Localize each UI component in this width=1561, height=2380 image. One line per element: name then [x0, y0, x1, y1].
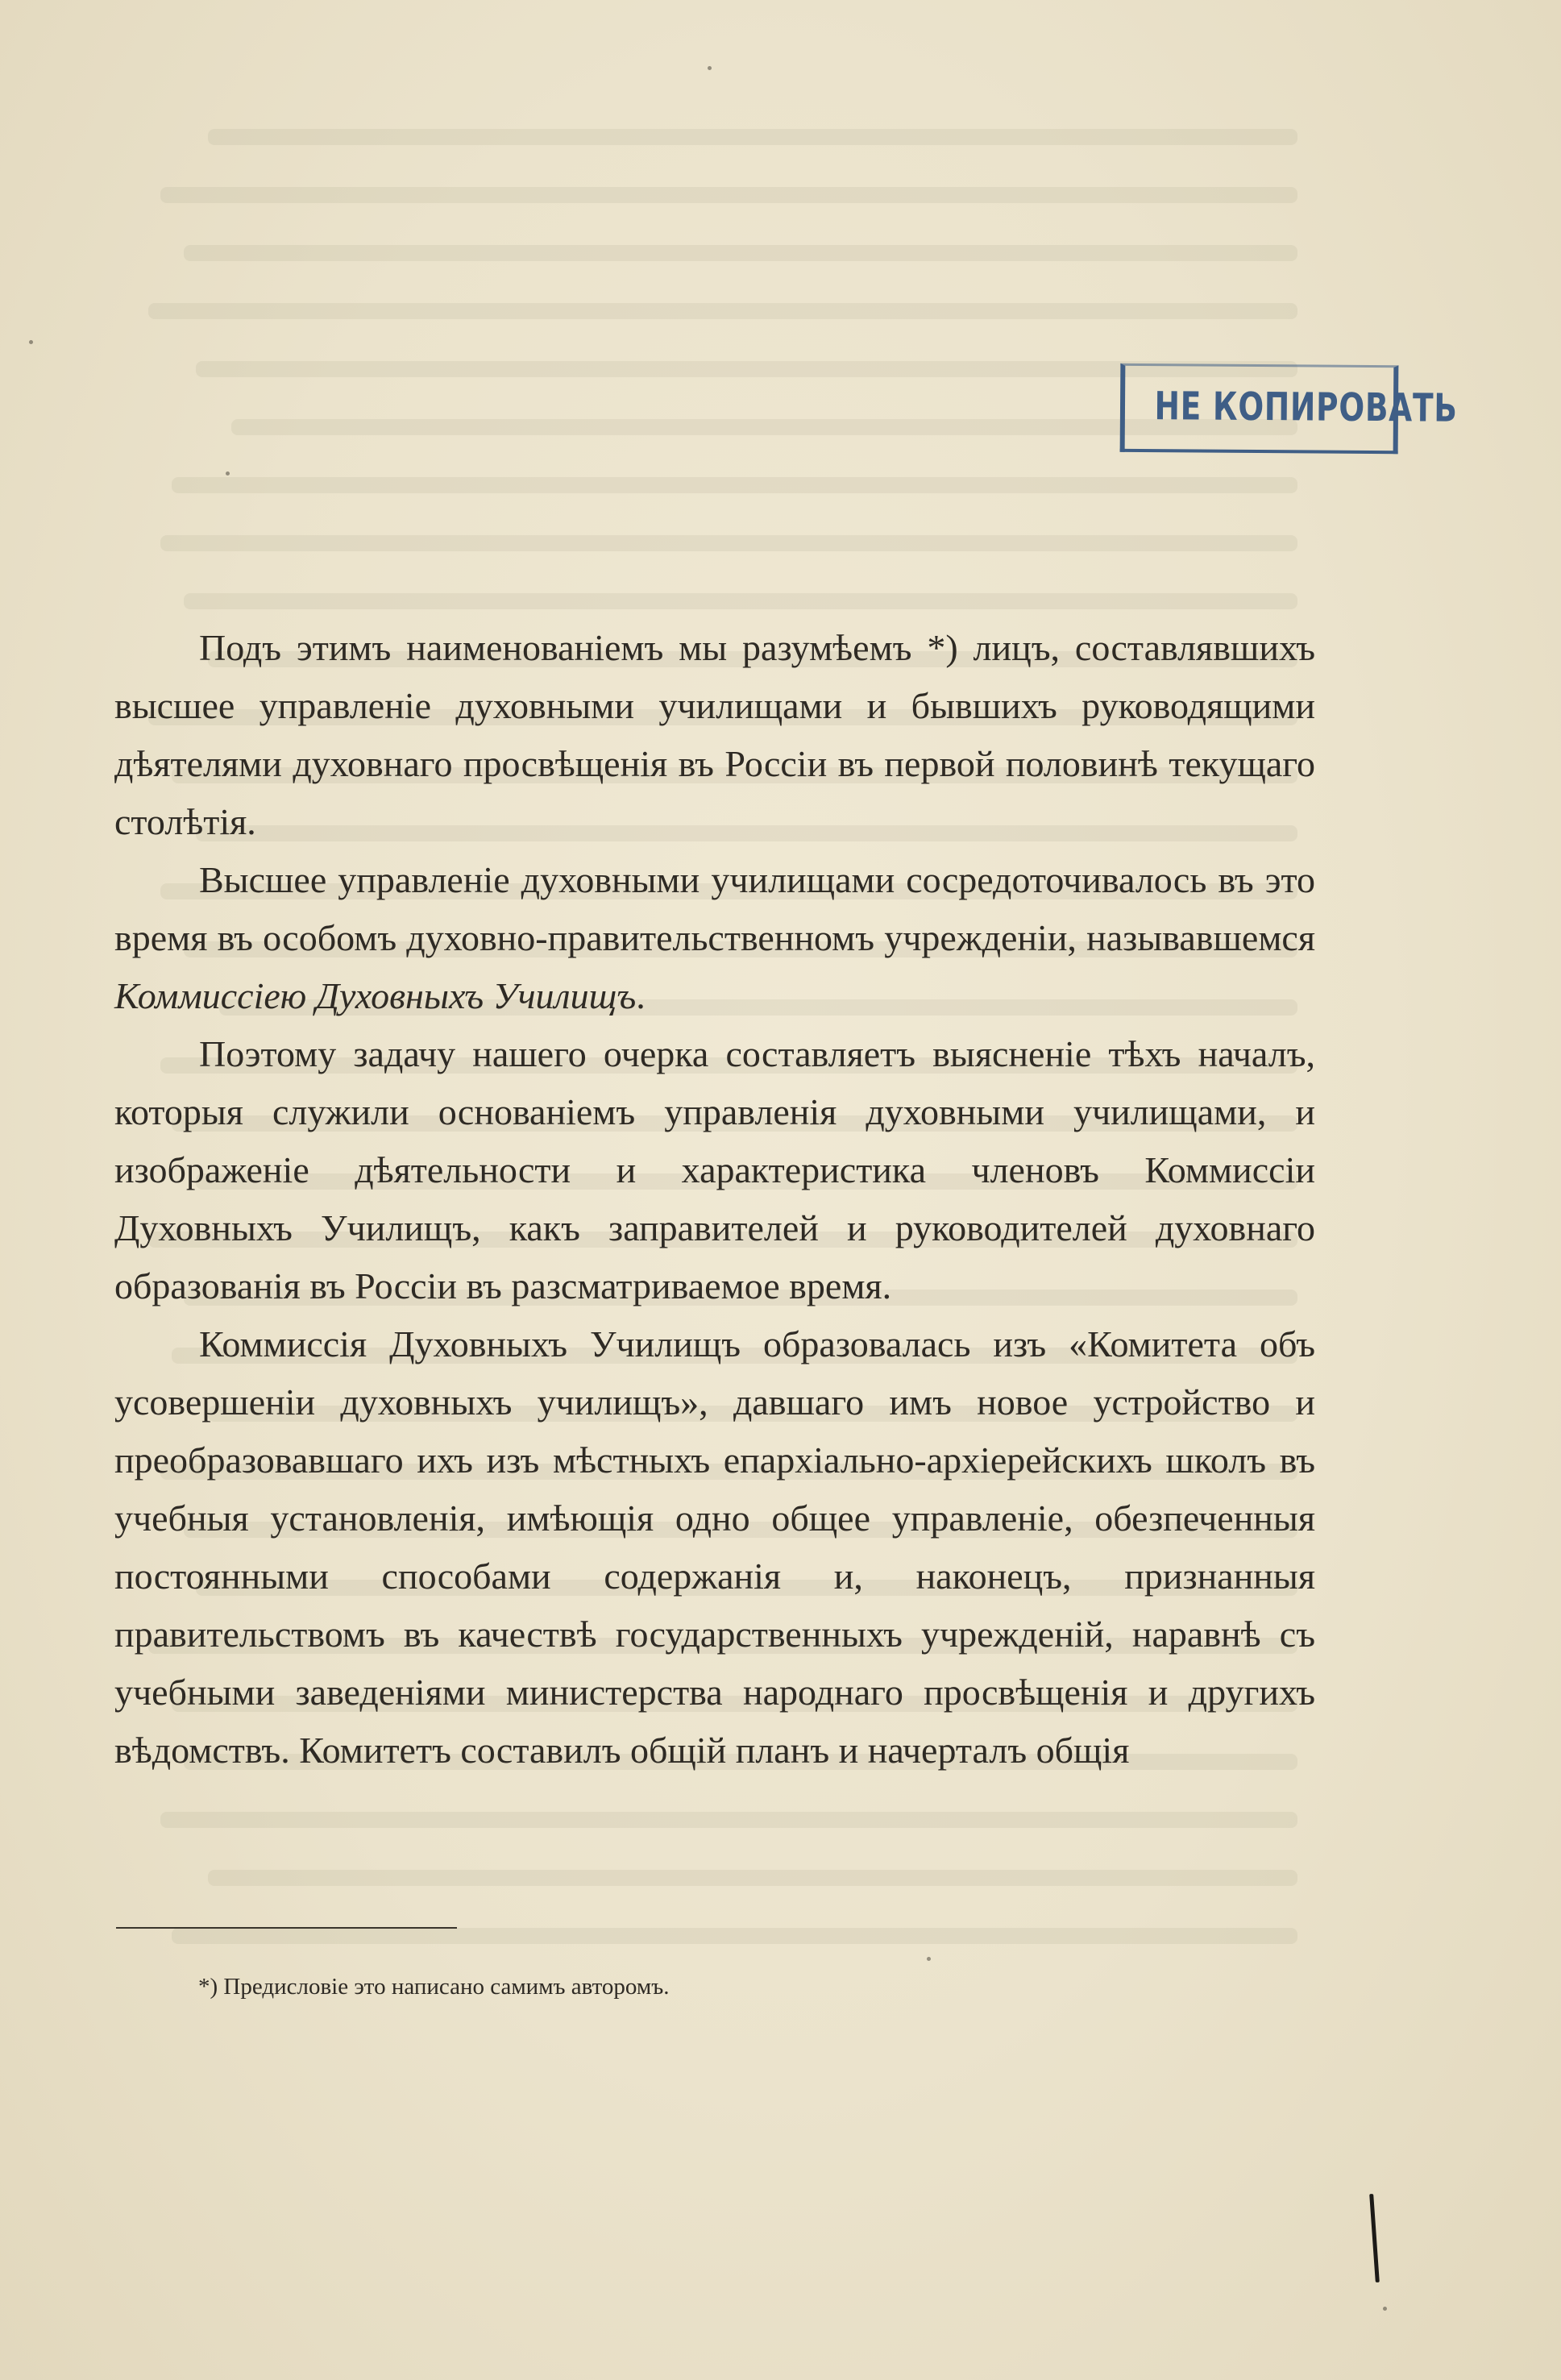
commission-title-italic: Коммиссіею Духовныхъ Училищъ	[114, 975, 637, 1016]
paragraph-2	[114, 851, 1315, 1025]
do-not-copy-stamp	[1120, 363, 1458, 454]
paper-speck	[226, 471, 230, 476]
paragraph-3: Поэтому задачу нашего очерка составляетъ выясненіе тѣхъ началъ, которыя служили основаніемъ управленія духовными училищами, и изображеніе дѣятельности и характеристика членовъ Коммиссіи Духовныхъ Училищъ, какъ заправителей и руководителей духовнаго образованія въ Россіи въ разсматриваемое время.	[114, 1033, 1315, 1306]
paper-speck	[708, 66, 712, 70]
footnote-divider	[116, 1927, 457, 1929]
stamp-label: НЕ КОПИРОВАТЬ	[1154, 384, 1458, 431]
paper-speck	[927, 1957, 931, 1961]
paper-speck	[29, 340, 33, 344]
paragraph-1: Подъ этимъ наименованіемъ мы разумѣемъ *) лицъ, составлявшихъ высшее управленіе духовными училищами и бывшихъ руководящими дѣятелями духовнаго просвѣщенія въ Россіи въ первой половинѣ текущаго столѣтія.	[114, 627, 1315, 842]
footnote: *) Предисловіе это написано самимъ авторомъ.	[198, 1974, 670, 2000]
margin-pencil-mark	[1369, 2194, 1380, 2282]
paragraph-4: Коммиссія Духовныхъ Училищъ образовалась изъ «Комитета объ усовершеніи духовныхъ училищъ», давшаго имъ новое устройство и преобразовавшаго ихъ изъ мѣстныхъ епархіально-архіерейскихъ школъ въ учебныя установленія, имѣющія одно общее управленіе, обезпеченныя постоянными способами содержанія и, наконецъ, признанныя правительствомъ въ качествѣ государственныхъ учрежденій, наравнѣ съ учебными заведеніями министерства народнаго просвѣщенія и другихъ вѣдомствъ. Комитетъ составилъ общій планъ и начерталъ общія	[114, 1323, 1315, 1771]
paragraph-2-text: Высшее управленіе духовными училищами сосредоточивалось въ это время въ особомъ духовно-правительственномъ учрежденіи, называвшемся	[114, 859, 1315, 958]
paper-speck	[1383, 2307, 1387, 2311]
body-text	[114, 619, 1315, 1780]
paragraph-2-end: .	[636, 975, 646, 1016]
